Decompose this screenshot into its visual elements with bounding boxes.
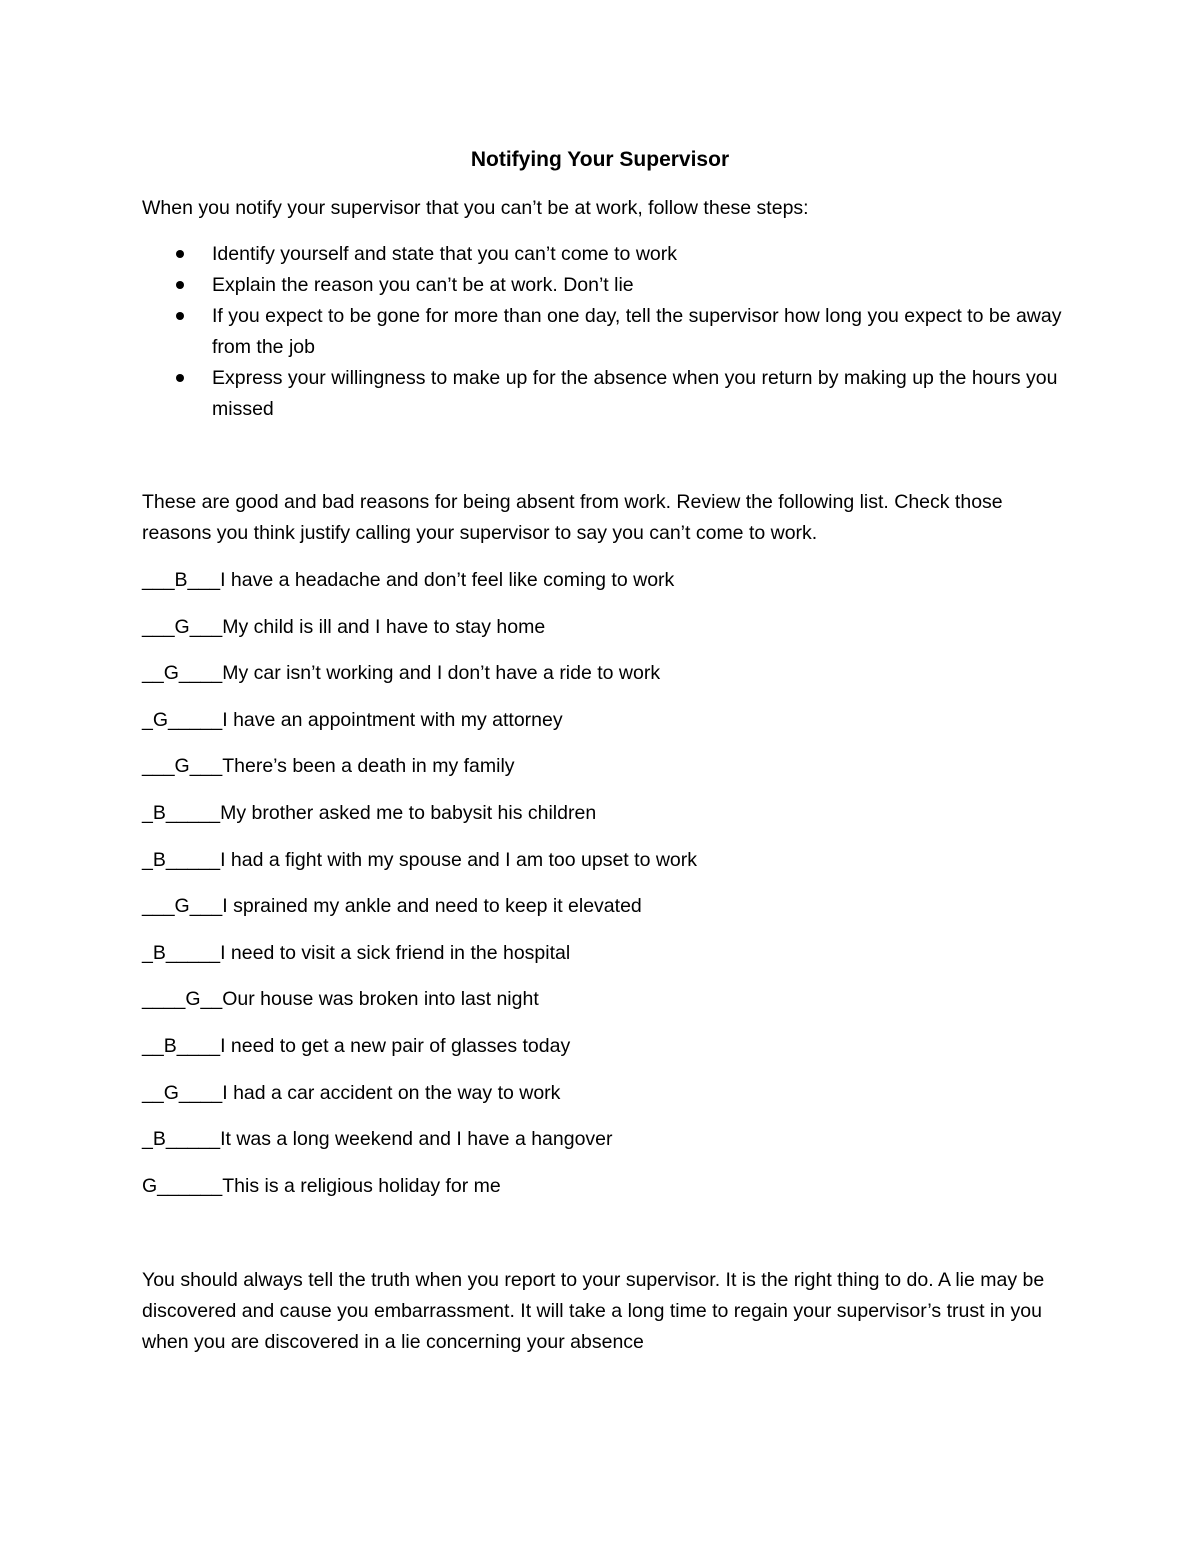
list-item — [142, 239, 1062, 270]
reason-item: _B_____I had a fight with my spouse and I am too upset to work — [142, 848, 697, 871]
reason-item: _B_____I need to visit a sick friend in the hospital — [142, 941, 571, 964]
intro-paragraph: When you notify your supervisor that you can’t be at work, follow these steps: — [142, 197, 809, 219]
step-text: Express your willingness to make up for the absence when you return by making up the hours you missed — [212, 367, 1058, 420]
step-text: Explain the reason you can’t be at work. Don’t lie — [212, 274, 634, 296]
reason-item: ___G___My child is ill and I have to stay home — [142, 615, 546, 638]
reason-item: _B_____My brother asked me to babysit his children — [142, 801, 597, 824]
reason-item: ___G___I sprained my ankle and need to keep it elevated — [142, 895, 642, 918]
bullet-icon — [176, 250, 184, 258]
review-paragraph: These are good and bad reasons for being absent from work. Review the following list. Check those reasons you think justify calling your supervisor to say you can’t come to work. — [142, 491, 1003, 544]
reason-item: __G____I had a car accident on the way to work — [142, 1081, 561, 1104]
step-text: If you expect to be gone for more than one day, tell the supervisor how long you expect to be away from the job — [212, 305, 1062, 358]
reasons-list — [142, 565, 1062, 1217]
list-item — [142, 363, 1062, 425]
step-text: Identify yourself and state that you can’t come to work — [212, 243, 677, 265]
reason-item: ____G__Our house was broken into last night — [142, 988, 539, 1011]
bullet-icon — [176, 374, 184, 382]
reason-item: __B____I need to get a new pair of glasses today — [142, 1034, 571, 1057]
list-item — [142, 270, 1062, 301]
list-item — [142, 301, 1062, 363]
reason-item: _G_____I have an appointment with my attorney — [142, 708, 563, 731]
reason-item: _B_____It was a long weekend and I have a hangover — [142, 1128, 613, 1151]
bullet-icon — [176, 281, 184, 289]
reason-item: ___G___There’s been a death in my family — [142, 755, 515, 778]
closing-paragraph: You should always tell the truth when you report to your supervisor. It is the right thing to do. A lie may be discovered and cause you embarrassment. It will take a long time to regain your supervisor’s trust in you when you are discovered in a lie concerning your absence — [142, 1269, 1045, 1353]
reason-item: __G____My car isn’t working and I don’t have a ride to work — [142, 662, 661, 685]
page-title: Notifying Your Supervisor — [470, 148, 730, 171]
bullet-icon — [176, 312, 184, 320]
reason-item: ___B___I have a headache and don’t feel like coming to work — [142, 569, 675, 591]
steps-list — [142, 239, 1062, 425]
reason-item: G______This is a religious holiday for me — [142, 1174, 501, 1197]
